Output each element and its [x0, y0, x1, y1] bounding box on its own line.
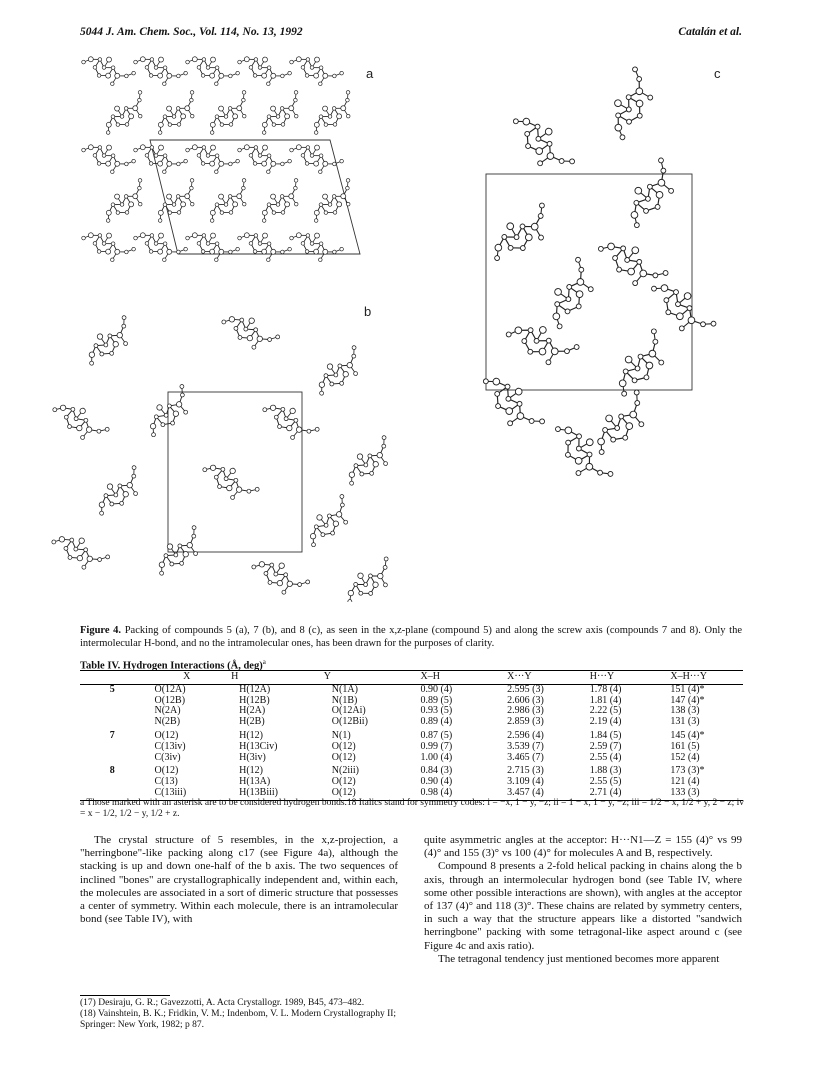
table-header-cell: X–H···Y: [668, 671, 743, 685]
table-cell: 3.109 (4): [507, 776, 544, 788]
body-column-left: [80, 834, 398, 926]
table-cell: 3.465 (7): [507, 751, 544, 763]
reference-17: (17) Desiraju, G. R.; Gavezzotti, A. Acta Crystallogr. 1989, B45, 473–482.: [80, 998, 365, 1008]
molecule: [338, 435, 399, 489]
table-header-cell: X: [144, 671, 229, 685]
table-cell: 1.88 (3): [589, 765, 622, 777]
molecule: [49, 524, 110, 578]
table-cell: 2.715 (3): [507, 765, 544, 777]
molecule: [200, 453, 260, 509]
table-cell: 2.22 (5): [589, 705, 622, 717]
paragraph: The tetragonal tendency just mentioned becomes more apparent: [438, 952, 720, 965]
molecule: [183, 48, 240, 93]
table-cell: N(2iii): [331, 765, 360, 777]
table-cell: 1.81 (4): [589, 694, 622, 706]
reference-rule: [80, 995, 170, 996]
molecule: [599, 66, 662, 143]
table-cell: O(12): [331, 776, 356, 788]
figure-panel-b: [40, 292, 400, 602]
crystal-packing-diagram-b: [40, 292, 400, 602]
table-cell: 3.457 (4): [505, 788, 588, 800]
table-row: [80, 753, 743, 764]
table-cell: H(2A): [239, 705, 266, 717]
molecule: [287, 221, 344, 269]
table-cell: 2.986 (3): [507, 705, 544, 717]
table-cell: N(1A): [331, 683, 358, 695]
table-cell: C(13iv): [154, 740, 186, 752]
table-header-cell: X···Y: [505, 671, 588, 685]
molecule: [537, 256, 603, 332]
table-row: [80, 742, 743, 753]
molecule: [50, 393, 110, 449]
table-row: [80, 728, 743, 742]
hydrogen-interactions-table: [80, 670, 743, 801]
table-compound-cell: [80, 706, 144, 717]
molecule: [149, 90, 206, 138]
table-cell: C(13iii): [144, 788, 229, 800]
table-cell: 2.595 (3): [507, 683, 544, 695]
molecule: [79, 221, 136, 269]
molecule: [131, 48, 188, 93]
paragraph: The crystal structure of 5 resembles, in the x,z-projection, a "herringbone"-like packing along c17 (see Figure 4a), although the stacking is up and down one-half of the b axis. The two sequences of inclined "bones" are crystallographically independent and, within each, the molecules are associated in a sort of dimeric structure that possesses a center of symmetry. Within each molecule, there is an intramolecular bond (see Table IV), with: [80, 834, 398, 926]
figure-panel-a: [78, 48, 398, 280]
table-footnote: a Those marked with an asterisk are to be considered hydrogen bonds.18 Italics stand for symmetry codes: i = −x, 1 − y, −z; ii = 1 − x, 1 − y, −z; iii = 1/2 − x, 1/2 + y, 2 − z; iv = x − 1/2, 1/2 − y, 1/2 + z.: [80, 798, 744, 819]
table-compound-cell: [80, 777, 144, 788]
panel-label-b: b: [364, 304, 372, 319]
table-cell: N(2B): [154, 716, 181, 728]
table-cell: C(3iv): [154, 751, 181, 763]
unit-cell-outline: [486, 174, 692, 390]
references: [80, 998, 398, 1031]
table-cell: 0.84 (3): [420, 765, 453, 777]
body-column-right: [424, 834, 742, 966]
molecule: [604, 328, 676, 400]
table-header-cell: [80, 671, 144, 685]
table-compound-cell: [80, 742, 144, 753]
molecule: [287, 48, 344, 93]
table-cell: 1.00 (4): [420, 751, 453, 763]
table-header-cell: H: [229, 671, 322, 685]
molecule: [503, 311, 580, 374]
panel-label-c: c: [714, 66, 721, 81]
molecule: [338, 556, 400, 602]
table-cell: O(12): [331, 740, 356, 752]
table-cell: 1.84 (5): [589, 729, 622, 741]
table-cell: H(12): [239, 729, 263, 741]
table-cell: 2.71 (4): [588, 788, 669, 800]
table-compound-cell: 7: [109, 729, 115, 741]
table-compound-cell: [80, 717, 144, 728]
molecule: [79, 133, 136, 181]
table-compound-cell: 8: [109, 765, 115, 777]
table-cell: H(13A): [239, 776, 271, 788]
molecule: [253, 178, 310, 226]
figure-caption-text: Packing of compounds 5 (a), 7 (b), and 8 (c), as seen in the x,z-plane (compound 5) and along the screw axis (compounds 7 and 8). Only the intermolecular H-bond, and no the intramolecular ones, has been drawn for the purposes of clarity.: [80, 625, 742, 649]
table-cell: O(12Bii): [331, 716, 368, 728]
molecule: [131, 221, 188, 269]
table-title-mark: a: [262, 658, 266, 666]
molecule: [79, 48, 136, 93]
molecule: [235, 48, 292, 93]
table-cell: H(2B): [239, 716, 265, 728]
molecule: [647, 270, 717, 344]
molecule: [260, 393, 320, 449]
table-cell: N(1): [331, 729, 351, 741]
table-cell: 2.19 (4): [589, 716, 622, 728]
molecule: [308, 345, 369, 399]
molecule: [235, 221, 292, 269]
table-cell: N(1B): [331, 694, 358, 706]
table-row: [80, 684, 743, 695]
table-cell: 145 (4)*: [670, 729, 705, 741]
table-cell: 121 (4): [670, 776, 700, 788]
molecule: [88, 465, 149, 519]
table-header-cell: X–H: [419, 671, 506, 685]
molecule: [149, 178, 206, 226]
molecule: [479, 365, 545, 441]
running-header-right: Catalán et al.: [678, 26, 742, 38]
table-cell: 0.89 (5): [420, 694, 453, 706]
molecule: [583, 389, 657, 459]
molecule: [305, 178, 362, 226]
table-cell: 2.59 (7): [589, 740, 622, 752]
table-cell: O(12): [331, 751, 356, 763]
table-cell: O(12): [154, 765, 179, 777]
table-cell: 3.539 (7): [507, 740, 544, 752]
molecule: [253, 90, 310, 138]
table-cell: 0.89 (4): [420, 716, 453, 728]
reference-18: (18) Vainshtein, B. K.; Fridkin, V. M.; Indenbom, V. L. Modern Crystallography II; Springer: New York, 1982; p 87.: [80, 1009, 397, 1030]
table-compound-cell: [80, 696, 144, 707]
table-cell: 131 (3): [670, 716, 700, 728]
table-cell: 1.78 (4): [589, 683, 622, 695]
molecule: [249, 549, 310, 602]
table-cell: 2.859 (3): [507, 716, 544, 728]
table-cell: 0.93 (5): [420, 705, 453, 717]
table-row: [80, 717, 743, 728]
table-header-row: [80, 671, 743, 685]
table-compound-cell: 5: [109, 683, 115, 695]
table-cell: O(12Ai): [331, 705, 366, 717]
table-cell: N(2A): [154, 705, 181, 717]
crystal-packing-diagram-a: [78, 48, 398, 280]
table-cell: H(12B): [239, 694, 270, 706]
crystal-packing-diagram-c: [452, 44, 752, 492]
molecule: [299, 494, 359, 550]
table-row: [80, 763, 743, 777]
table-cell: H(3iv): [239, 751, 266, 763]
table-cell: 2.606 (3): [507, 694, 544, 706]
table-cell: H(12A): [239, 683, 271, 695]
table-cell: O(12): [322, 788, 419, 800]
table-cell: 138 (3): [670, 705, 700, 717]
table-cell: 0.99 (7): [420, 740, 453, 752]
table-header-cell: Y: [322, 671, 419, 685]
molecule: [616, 157, 686, 231]
paragraph: Compound 8 presents a 2-fold helical packing in chains along the b axis, through an intermolecular hydrogen bond (see Table IV, where some other possible interactions are shown), with angles at the acceptor of 137 (4)° and 118 (3)°. These chains are related by symmetry centers, in such a way that the structure appears like a distorted "sandwich herringbone" packing with some tetragonal-like aspect around c (see Figure 4c and axis ratio).: [424, 860, 742, 952]
molecule: [183, 221, 240, 269]
table-cell: 147 (4)*: [670, 694, 705, 706]
table-cell: 2.55 (4): [589, 751, 622, 763]
molecule: [305, 90, 362, 138]
figure-panel-c: [452, 44, 752, 492]
paragraph: quite asymmetric angles at the acceptor: H···N1—Z = 155 (4)° vs 99 (4)° and 155 (3)° vs 100 (4)° for molecules A and B, respectively.: [424, 834, 742, 860]
table-title-text: Table IV. Hydrogen Interactions (Å, deg): [80, 660, 263, 672]
table-cell: H(13Civ): [239, 740, 278, 752]
table-cell: H(12): [239, 765, 263, 777]
table-cell: 133 (3): [668, 788, 743, 800]
molecule: [201, 90, 258, 138]
table-cell: 0.90 (4): [420, 776, 453, 788]
table-header-cell: H···Y: [588, 671, 669, 685]
molecule: [97, 178, 154, 226]
running-header-left: 5044 J. Am. Chem. Soc., Vol. 114, No. 13, 1992: [80, 26, 303, 38]
table-cell: 152 (4): [670, 751, 700, 763]
table-cell: 2.55 (5): [589, 776, 622, 788]
table-cell: C(13): [154, 776, 178, 788]
molecule: [78, 315, 139, 369]
table-cell: O(12B): [154, 694, 186, 706]
table-cell: 0.87 (5): [420, 729, 453, 741]
molecule: [482, 202, 559, 265]
molecule: [97, 90, 154, 138]
table-cell: 2.596 (4): [507, 729, 544, 741]
table-cell: O(12): [154, 729, 179, 741]
table-cell: 151 (4)*: [670, 683, 705, 695]
table-cell: 161 (5): [670, 740, 700, 752]
table-cell: 173 (3)*: [670, 765, 705, 777]
figure-caption: [80, 624, 742, 650]
table-cell: H(13Biii): [229, 788, 322, 800]
table-cell: 0.98 (4): [419, 788, 506, 800]
figure-caption-label: Figure 4.: [80, 625, 122, 636]
molecule: [219, 304, 280, 358]
table-cell: 0.90 (4): [420, 683, 453, 695]
table-compound-cell: [80, 753, 144, 764]
molecule: [201, 178, 258, 226]
molecule: [509, 105, 575, 181]
molecule: [595, 228, 669, 298]
panel-label-a: a: [366, 66, 374, 81]
table-cell: O(12A): [154, 683, 186, 695]
